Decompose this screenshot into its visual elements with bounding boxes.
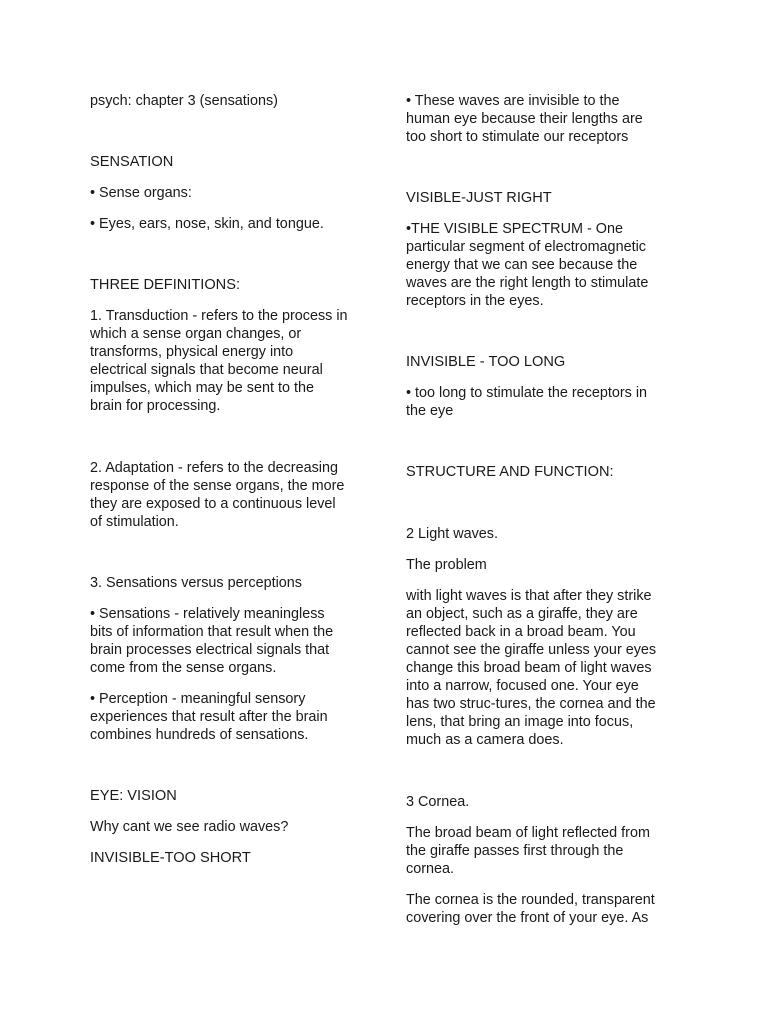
question-radio-waves: Why cant we see radio waves? (90, 819, 289, 835)
definition-transduction: 1. Transduction - refers to the process in which a sense organ changes, or transforms, physical energy into electrical signals that become neural impulses, which may be sent to the brain for processing. (90, 308, 348, 414)
item-cornea: 3 Cornea. (406, 794, 470, 810)
document-title: psych: chapter 3 (sensations) (90, 93, 278, 109)
bullet-too-long: • too long to stimulate the receptors in the eye (406, 385, 648, 419)
bullet-visible-spectrum: •THE VISIBLE SPECTRUM - One particular segment of electromagnetic energy that we can see because the waves are the right length to stimulate receptors in the eyes. (406, 221, 649, 309)
paragraph-cornea-definition: The cornea is the rounded, transparent covering over the front of your eye. As (406, 892, 655, 926)
bullet-waves-invisible: • These waves are invisible to the human eye because their lengths are too short to stimulate our receptors (406, 93, 643, 145)
bullet-perception: • Perception - meaningful sensory experiences that result after the brain combines hundreds of sensations. (90, 691, 328, 743)
right-column (406, 92, 672, 927)
heading-invisible-too-short: INVISIBLE-TOO SHORT (90, 850, 251, 866)
heading-invisible-too-long: INVISIBLE - TOO LONG (406, 354, 566, 370)
subheading-the-problem: The problem (406, 557, 487, 573)
definition-adaptation: 2. Adaptation - refers to the decreasing response of the sense organs, the more they are exposed to a continuous level of stimulation. (90, 460, 345, 530)
bullet-eyes-ears: • Eyes, ears, nose, skin, and tongue. (90, 216, 324, 232)
heading-sensation: SENSATION (90, 154, 174, 170)
bullet-sensations: • Sensations - relatively meaningless bits of information that result when the brain processes electrical signals that come from the sense organs. (90, 606, 334, 676)
item-light-waves: 2 Light waves. (406, 526, 498, 542)
heading-structure-and-function: STRUCTURE AND FUNCTION: (406, 464, 614, 480)
heading-three-definitions: THREE DEFINITIONS: (90, 277, 240, 293)
definition-sensations-vs-perceptions: 3. Sensations versus perceptions (90, 575, 302, 591)
bullet-sense-organs: • Sense organs: (90, 185, 192, 201)
paragraph-light-waves-problem: with light waves is that after they strike an object, such as a giraffe, they are reflected back in a broad beam. You cannot see the giraffe unless your eyes change this broad beam of light waves into a narrow, focused one. Your eye has two struc-tures, the cornea and the lens, that bring an image into focus, much as a camera does. (406, 588, 657, 748)
heading-visible-just-right: VISIBLE-JUST RIGHT (406, 190, 552, 206)
heading-eye-vision: EYE: VISION (90, 788, 177, 804)
paragraph-broad-beam: The broad beam of light reflected from the giraffe passes first through the cornea. (406, 825, 650, 877)
left-column (90, 92, 366, 867)
